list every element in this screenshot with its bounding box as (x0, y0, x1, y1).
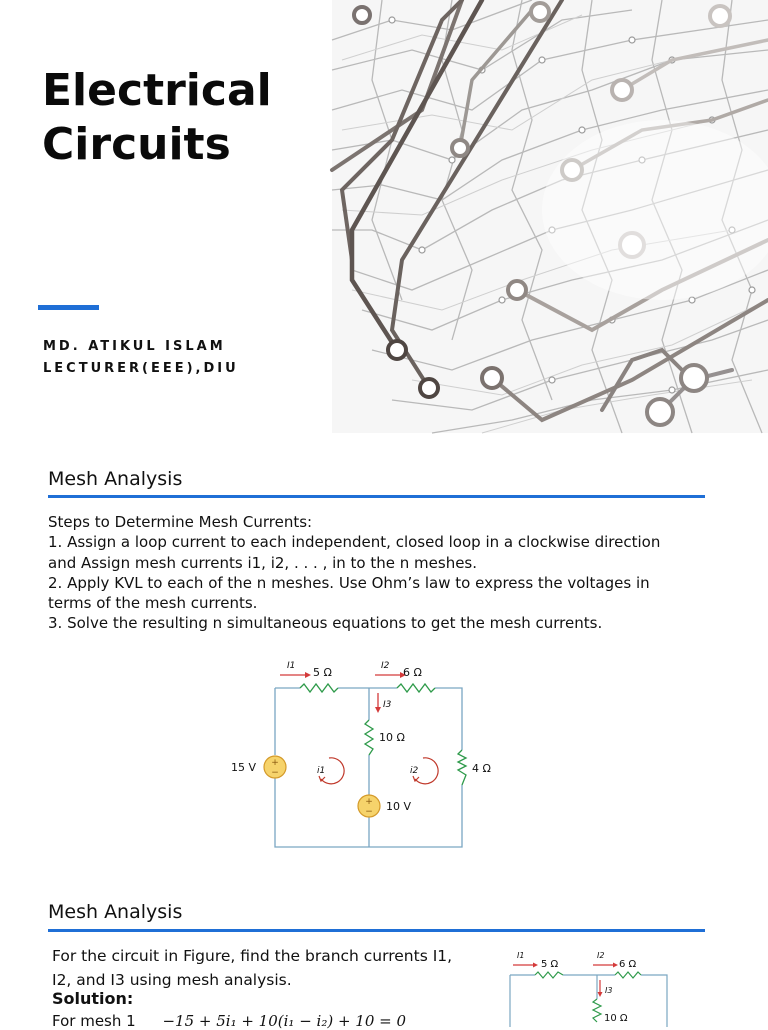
circuit-wires (275, 688, 462, 847)
label-mesh-i1: i1 (317, 766, 326, 776)
label-r1: 5 Ω (313, 666, 332, 679)
circuit-traces-graphic (332, 0, 768, 433)
accent-bar (38, 305, 99, 310)
circuit-board-image (332, 0, 768, 433)
label-I2: I2 (381, 661, 390, 671)
steps-line: 1. Assign a loop current to each independent, closed loop in a clockwise direction (48, 533, 661, 552)
mesh1-line (52, 1012, 406, 1030)
heading-rule (48, 495, 705, 498)
problem-line: For the circuit in Figure, find the branch currents I1, (52, 947, 453, 965)
problem-statement (52, 944, 472, 992)
svg-text:+: + (271, 758, 279, 768)
mesh1-equation: −15 + 5i₁ + 10(i₁ − i₂) + 10 = 0 (162, 1012, 407, 1030)
resistor-4ohm (458, 750, 466, 785)
small-label-r3: 10 Ω (604, 1013, 628, 1024)
svg-text:−: − (365, 807, 373, 817)
title-line-1: Electrical (42, 65, 272, 116)
source-15v (264, 756, 286, 778)
steps-line: Steps to Determine Mesh Currents: (48, 513, 313, 531)
mesh-analysis-example-slide (0, 885, 768, 1030)
label-v1: 15 V (231, 761, 257, 774)
svg-text:−: − (271, 768, 279, 778)
slide-title (42, 64, 272, 172)
mesh-loop-2 (415, 758, 438, 784)
label-v2: 10 V (386, 800, 412, 813)
author-title: LECTURER(EEE),DIU (43, 361, 239, 376)
steps-line: and Assign mesh currents i1, i2, . . . , in to the n meshes. (48, 553, 478, 572)
label-r4: 4 Ω (472, 762, 491, 775)
small-label-r1: 5 Ω (541, 959, 559, 970)
small-label-r2: 6 Ω (619, 959, 637, 970)
label-r3: 10 Ω (379, 731, 405, 744)
mesh-analysis-steps-slide (0, 440, 768, 880)
heading-rule (48, 929, 705, 932)
section-heading: Mesh Analysis (48, 901, 183, 923)
resistor-5ohm (300, 684, 338, 692)
source-10v (358, 795, 380, 817)
label-r2: 6 Ω (403, 666, 422, 679)
mesh1-label: For mesh 1 (52, 1012, 136, 1030)
small-label-I2: I2 (597, 951, 605, 960)
problem-line: I2, and I3 using mesh analysis. (52, 971, 292, 989)
solution-label: Solution: (52, 989, 134, 1008)
mesh-circuit-diagram-small (505, 947, 675, 1027)
steps-line: 2. Apply KVL to each of the n meshes. Use Ohm’s law to express the voltages in (48, 573, 650, 592)
small-label-I3: I3 (605, 986, 613, 995)
label-I3: I3 (383, 700, 392, 710)
section-heading: Mesh Analysis (48, 468, 183, 490)
label-mesh-i2: i2 (410, 766, 419, 776)
svg-text:+: + (365, 797, 373, 807)
label-I1: I1 (287, 661, 296, 671)
title-line-2: Circuits (42, 119, 231, 170)
steps-text (48, 512, 728, 634)
small-label-I1: I1 (517, 951, 525, 960)
author-name: MD. ATIKUL ISLAM (43, 339, 226, 354)
resistor-6ohm (397, 684, 435, 692)
author-block (43, 336, 239, 380)
mesh-circuit-diagram (225, 655, 491, 850)
steps-line: 3. Solve the resulting n simultaneous equations to get the mesh currents. (48, 614, 603, 633)
title-slide (0, 0, 768, 433)
resistor-10ohm (365, 720, 373, 755)
steps-line: terms of the mesh currents. (48, 594, 258, 613)
